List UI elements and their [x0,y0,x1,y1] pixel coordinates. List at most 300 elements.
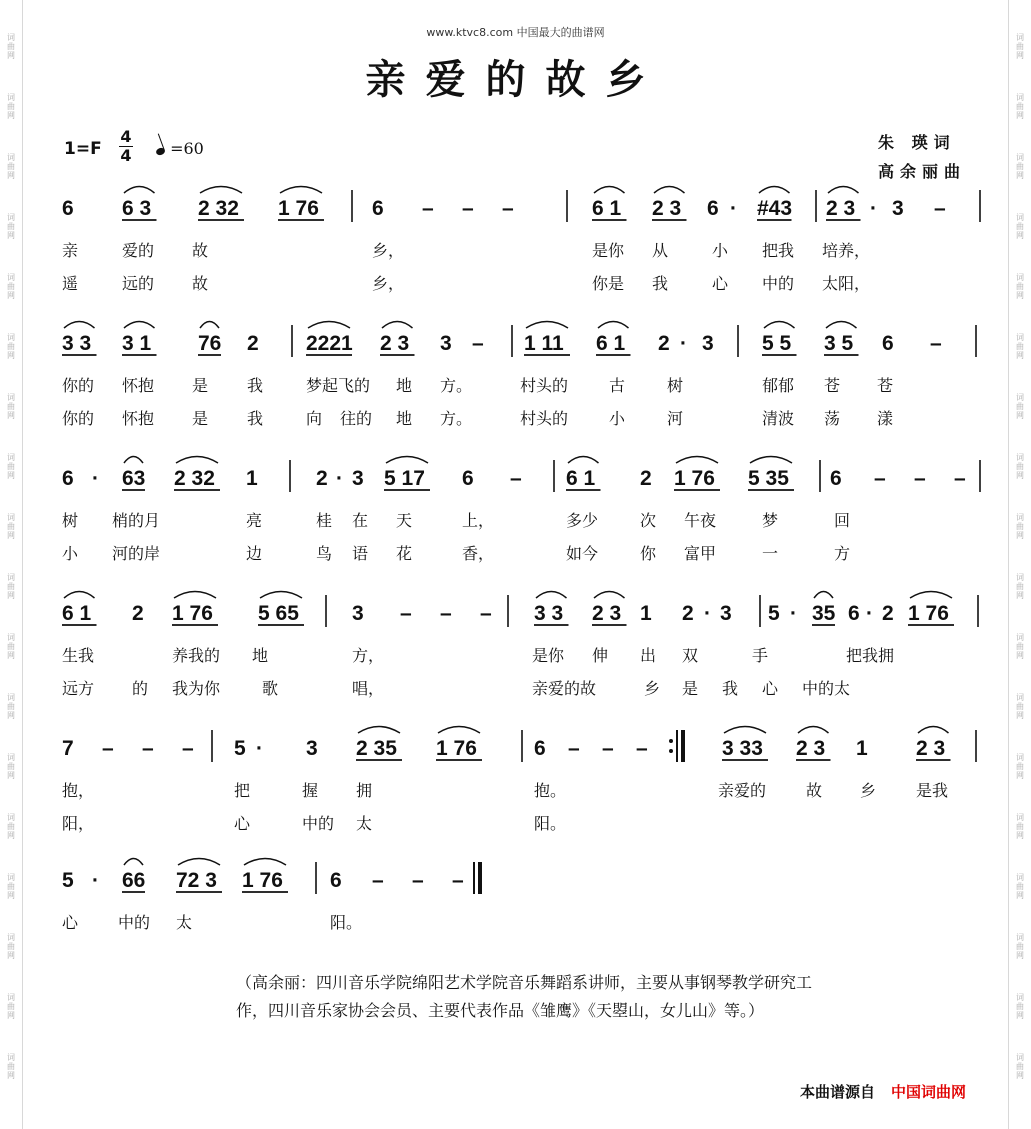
watermark-text: 词 曲 网 [1016,1053,1024,1080]
lyric-syllable: 树 [667,376,684,395]
watermark-text: 词 曲 网 [1016,993,1024,1020]
watermark-text: 词 曲 网 [1016,633,1024,660]
lyric-syllable: 是 [192,409,209,428]
lyric-syllable: 上， [462,511,495,530]
note-token: – [400,602,412,625]
note-token: 1 76 [172,602,213,625]
slur [526,322,568,329]
lyric-syllable: 小 [609,409,626,428]
note-token: 3 5 [824,332,854,355]
note-token: 7 [62,737,74,760]
note-token: 3 33 [722,737,763,760]
note-token: 3 [352,602,364,625]
lyric-syllable: 苍 [877,376,894,395]
lyric-syllable: 故 [192,241,209,260]
lyric-syllable: 你的 [62,409,95,428]
note-token: 2 35 [356,737,397,760]
note-token: 3 [440,332,452,355]
note-token: 6 [882,332,894,355]
note-token: – [510,467,522,490]
watermark-text: 词 曲 网 [7,993,15,1020]
lyric-syllable: 养我的 [172,646,221,665]
lyric-syllable: 语 [352,544,369,563]
note-token: – [480,602,492,625]
watermark-text: 词 曲 网 [7,633,15,660]
lyric-syllable: 中的 [762,274,795,293]
note-token: 5 5 [762,332,792,355]
note-token: · [870,197,877,220]
lyric-syllable: 把我拥 [846,646,895,665]
notation-line [62,730,987,770]
note-token: · [336,467,343,490]
slur [174,592,216,599]
note-token: 1 [640,602,652,625]
note-token: – [102,737,114,760]
lyric-syllable: 村头的 [520,376,569,395]
slur [124,322,155,329]
lyric-syllable: 生我 [62,646,95,665]
lyric-syllable: 乡， [372,241,405,260]
note-token: 66 [122,869,146,892]
watermark-text: 词 曲 网 [1016,753,1024,780]
site-url[interactable]: www.ktvc8.com 中国最大的曲谱网 [426,26,605,39]
note-token: 5 [62,869,74,892]
slur [438,727,480,734]
watermark-text: 词 曲 网 [7,513,15,540]
lyric-syllable: 清波 [762,409,795,428]
lyric-syllable: 乡 [860,781,877,800]
lyric-syllable: 天 [396,511,413,530]
watermark-text: 词 曲 网 [7,393,15,420]
note-token: 5 65 [258,602,299,625]
lyric-syllable: 你的 [62,376,95,395]
watermark-text: 词 曲 网 [7,273,15,300]
slur [724,727,766,734]
lyric-syllable: 亮 [246,511,263,530]
lyric-syllable: 一 [762,544,779,563]
slur [814,592,833,599]
lyric-syllable: 村头的 [520,409,569,428]
lyric-syllable: 我 [247,376,264,395]
watermark-text: 词 曲 网 [7,933,15,960]
slur [124,859,143,866]
lyric-syllable: 方 [834,544,851,563]
watermark-text: 词 曲 网 [1016,873,1024,900]
quarter-note-icon [155,147,166,157]
note-token: 3 [892,197,904,220]
lyric-syllable: 中的太 [802,679,851,698]
lyric-syllable: 花 [396,544,413,563]
note-token: 3 3 [62,332,92,355]
tempo-value: =60 [170,139,204,158]
lyric-syllable: 方， [352,646,385,665]
repeat-dot [669,739,673,743]
slur [280,187,322,194]
lyric-syllable: 把我 [762,241,795,260]
slur [759,187,790,194]
watermark-text: 词 曲 网 [1016,453,1024,480]
notation-svg [62,430,987,500]
note-token: 2 3 [380,332,410,355]
lyric-syllable: 小 [62,544,79,563]
note-token: 3 [720,602,732,625]
lyric-syllable: 心 [234,814,251,833]
notation-svg [62,160,987,230]
note-token: 6 1 [62,602,92,625]
lyric-syllable: 亲爱的 [718,781,767,800]
note-token: · [680,332,687,355]
lyric-line [62,778,987,802]
note-token: · [92,869,99,892]
lyric-syllable: 方。 [440,376,473,395]
note-token: – [142,737,154,760]
note-token: 1 11 [524,332,564,355]
lyric-syllable: 培养， [822,241,871,260]
lyric-syllable: 小 [712,241,729,260]
slur [308,322,350,329]
lyric-syllable: 漾 [877,409,894,428]
lyric-syllable: 河 [667,409,684,428]
watermark-text: 词 曲 网 [1016,693,1024,720]
note-token: – [472,332,484,355]
note-token: 5 35 [748,467,789,490]
note-token: – [914,467,926,490]
lyric-line [62,676,987,700]
lyric-syllable: 你 [640,544,657,563]
slur [594,187,625,194]
meter-top: 4 [120,127,132,146]
note-token: · [730,197,737,220]
lyric-line [62,508,987,532]
note-token: 35 [812,602,836,625]
note-token: 6 [62,197,74,220]
lyric-syllable: 中的 [118,913,151,932]
notation-svg [62,295,987,365]
lyric-syllable: 远的 [122,274,155,293]
notation-line [62,190,987,230]
watermark-text: 词 曲 网 [7,693,15,720]
slur [798,727,829,734]
watermark-text: 词 曲 网 [7,33,15,60]
lyric-line [62,271,987,295]
lyric-syllable: 是 [192,376,209,395]
lyric-syllable: 握 [302,781,319,800]
lyric-syllable: 如今 [566,544,599,563]
note-token: – [930,332,942,355]
lyric-syllable: 边 [246,544,263,563]
lyric-syllable: 心 [62,913,79,932]
note-token: – [934,197,946,220]
lyric-syllable: 往的 [340,409,373,428]
note-token: 1 [856,737,868,760]
lyric-syllable: 树 [62,511,79,530]
watermark-text: 词 曲 网 [1016,933,1024,960]
slur [828,187,859,194]
note-token: 6 [707,197,719,220]
lyric-syllable: 是你 [532,646,565,665]
slur [200,187,242,194]
notation-line [62,862,987,902]
slur [176,457,218,464]
lyric-syllable: 故 [806,781,823,800]
lyric-line [62,541,987,565]
note-token: – [412,869,424,892]
lyric-syllable: 心 [712,274,729,293]
lyric-syllable: 地 [252,646,269,665]
lyric-syllable: 次 [640,511,657,530]
note-token: – [636,737,648,760]
note-token: 2 [640,467,652,490]
lyric-syllable: 桂 [316,511,333,530]
lyric-syllable: 歌 [262,679,279,698]
lyric-syllable: 富甲 [684,544,717,563]
lyric-syllable: 阳。 [534,814,567,833]
slur [124,457,143,464]
watermark-text: 词 曲 网 [1016,33,1024,60]
lyric-line [62,238,987,262]
watermark-text: 词 曲 网 [1016,573,1024,600]
notation-line [62,460,987,500]
lyric-syllable: 亲爱的故 [532,679,597,698]
note-token: 6 [62,467,74,490]
note-token: – [874,467,886,490]
lyric-syllable: 香， [462,544,495,563]
slur [826,322,857,329]
slur [764,322,795,329]
watermark-text: 词 曲 网 [7,93,15,120]
note-token: – [372,869,384,892]
lyric-syllable: 太阳， [822,274,871,293]
watermark-text: 词 曲 网 [1016,393,1024,420]
watermark-text: 词 曲 网 [1016,333,1024,360]
lyric-syllable: 在 [352,511,369,530]
watermark-text: 词 曲 网 [7,813,15,840]
lyric-syllable: 梢的月 [112,511,161,530]
lyric-syllable: 从 [652,241,669,260]
lyric-syllable: 回 [834,511,851,530]
lyric-syllable: 荡 [824,409,841,428]
lyric-syllable: 拥 [356,781,373,800]
lyric-syllable: 梦起飞的 [306,376,371,395]
note-token: 5 17 [384,467,425,490]
lyric-syllable: 出 [640,646,657,665]
note-token: – [954,467,966,490]
source-footer [800,1081,966,1102]
note-token: · [704,602,711,625]
note-token: 2 [682,602,694,625]
lyric-syllable: 太 [176,913,193,932]
note-token: · [92,467,99,490]
slur [386,457,428,464]
lyric-syllable: 河的岸 [112,544,161,563]
watermark-text: 词 曲 网 [1016,813,1024,840]
lyric-syllable: 心 [762,679,779,698]
slur [568,457,599,464]
note-token: 76 [198,332,222,355]
note-token: 2 [882,602,894,625]
lyric-syllable: 是我 [916,781,949,800]
note-token: · [790,602,797,625]
note-token: 1 [246,467,258,490]
notation-svg [62,832,987,902]
watermark-text: 词 曲 网 [7,753,15,780]
slur [750,457,792,464]
note-token: 1 76 [278,197,319,220]
lyricist-credit: 朱 瑛词 [878,133,956,152]
lyric-syllable: 地 [396,409,413,428]
watermark-text: 词 曲 网 [1016,273,1024,300]
note-token: 5 [768,602,780,625]
slur [598,322,629,329]
note-token: 2 3 [826,197,856,220]
slur [124,187,155,194]
lyric-syllable: 的 [132,679,149,698]
slur [594,592,625,599]
lyric-syllable: 郁郁 [762,376,795,395]
watermark-text: 词 曲 网 [7,573,15,600]
note-token: #43 [757,197,793,220]
meter-bottom: 4 [120,146,132,165]
lyric-syllable: 向 [306,409,323,428]
lyric-syllable: 是你 [592,241,625,260]
lyric-syllable: 方。 [440,409,473,428]
song-title: 亲爱的故乡 [365,56,666,103]
lyric-line [62,643,987,667]
lyric-syllable: 梦 [762,511,779,530]
note-token: 6 1 [566,467,596,490]
lyric-syllable: 鸟 [316,544,333,563]
note-token: – [422,197,434,220]
note-token: · [256,737,263,760]
note-token: 3 [306,737,318,760]
lyric-syllable: 乡 [644,679,661,698]
note-token: – [462,197,474,220]
lyric-syllable: 苍 [824,376,841,395]
note-token: 2221 [306,332,353,355]
lyric-syllable: 你是 [592,274,625,293]
lyric-syllable: 太 [356,814,373,833]
slur [64,322,95,329]
note-token: 3 3 [534,602,564,625]
note-token: 2 3 [652,197,682,220]
lyric-syllable: 是 [682,679,699,698]
note-token: 6 [830,467,842,490]
note-token: 3 [352,467,364,490]
note-token: · [866,602,873,625]
lyric-line [62,406,987,430]
slur [244,859,286,866]
note-token: 6 1 [596,332,626,355]
note-token: 2 3 [916,737,946,760]
note-token: 2 [658,332,670,355]
note-token: – [568,737,580,760]
slur [910,592,952,599]
lyric-syllable: 阳， [62,814,95,833]
source-site[interactable]: 中国词曲网 [891,1083,967,1101]
slur [676,457,718,464]
lyric-syllable: 我 [247,409,264,428]
lyric-syllable: 把 [234,781,251,800]
slur [358,727,400,734]
watermark-text: 词 曲 网 [1016,153,1024,180]
composer-credit: 高余丽曲 [878,162,967,181]
note-token: 6 1 [592,197,622,220]
lyric-syllable: 阳。 [330,913,363,932]
lyric-line [62,373,987,397]
note-token: 2 [132,602,144,625]
watermark-text: 词 曲 网 [7,333,15,360]
lyric-syllable: 故 [192,274,209,293]
note-token: – [440,602,452,625]
note-token: 2 32 [174,467,215,490]
lyric-syllable: 我为你 [172,679,221,698]
lyric-syllable: 双 [682,646,699,665]
lyric-syllable: 地 [396,376,413,395]
lyric-syllable: 亲 [62,241,79,260]
slur [64,592,95,599]
note-token: 2 [316,467,328,490]
watermark-text: 词 曲 网 [7,213,15,240]
source-label: 本曲谱源自 [800,1083,876,1101]
slur [260,592,302,599]
note-token: – [502,197,514,220]
repeat-dot [669,749,673,753]
notation-svg [62,700,987,770]
note-token: – [182,737,194,760]
slur [654,187,685,194]
watermark-text: 词 曲 网 [1016,513,1024,540]
note-token: 5 [234,737,246,760]
note-token: 2 [247,332,259,355]
lyric-syllable: 远方 [62,679,95,698]
lyric-syllable: 中的 [302,814,335,833]
watermark-text: 词 曲 网 [7,1053,15,1080]
lyric-syllable: 我 [722,679,739,698]
note-token: 6 [534,737,546,760]
lyric-syllable: 多少 [566,511,599,530]
note-token: 2 3 [592,602,622,625]
notation-line [62,595,987,635]
note-token: 3 [702,332,714,355]
lyric-syllable: 怀抱 [122,409,155,428]
note-token: 2 32 [198,197,239,220]
composer-bio: （高余丽：四川音乐学院绵阳艺术学院音乐舞蹈系讲师，主要从事钢琴教学研究工作，四川音乐家协会会员、主要代表作品《雏鹰》《天曌山，女儿山》等。） [236,973,813,1020]
lyric-syllable: 乡， [372,274,405,293]
lyric-syllable: 怀抱 [122,376,155,395]
slur [536,592,567,599]
lyric-syllable: 手 [752,646,769,665]
note-token: 2 3 [796,737,826,760]
note-token: 63 [122,467,146,490]
note-token: 1 76 [242,869,283,892]
note-token: 72 3 [176,869,217,892]
note-token: – [602,737,614,760]
note-token: 1 76 [674,467,715,490]
watermark-text: 词 曲 网 [7,153,15,180]
lyric-line [62,910,987,934]
key-signature: 1=F [64,139,102,159]
watermark-text: 词 曲 网 [7,873,15,900]
watermark-text: 词 曲 网 [7,453,15,480]
lyric-syllable: 抱。 [534,781,567,800]
notation-line [62,325,987,365]
lyric-syllable: 伸 [592,646,609,665]
lyric-syllable: 午夜 [684,511,717,530]
lyric-syllable: 唱， [352,679,385,698]
note-token: 6 [848,602,860,625]
slur [200,322,219,329]
slur [178,859,220,866]
